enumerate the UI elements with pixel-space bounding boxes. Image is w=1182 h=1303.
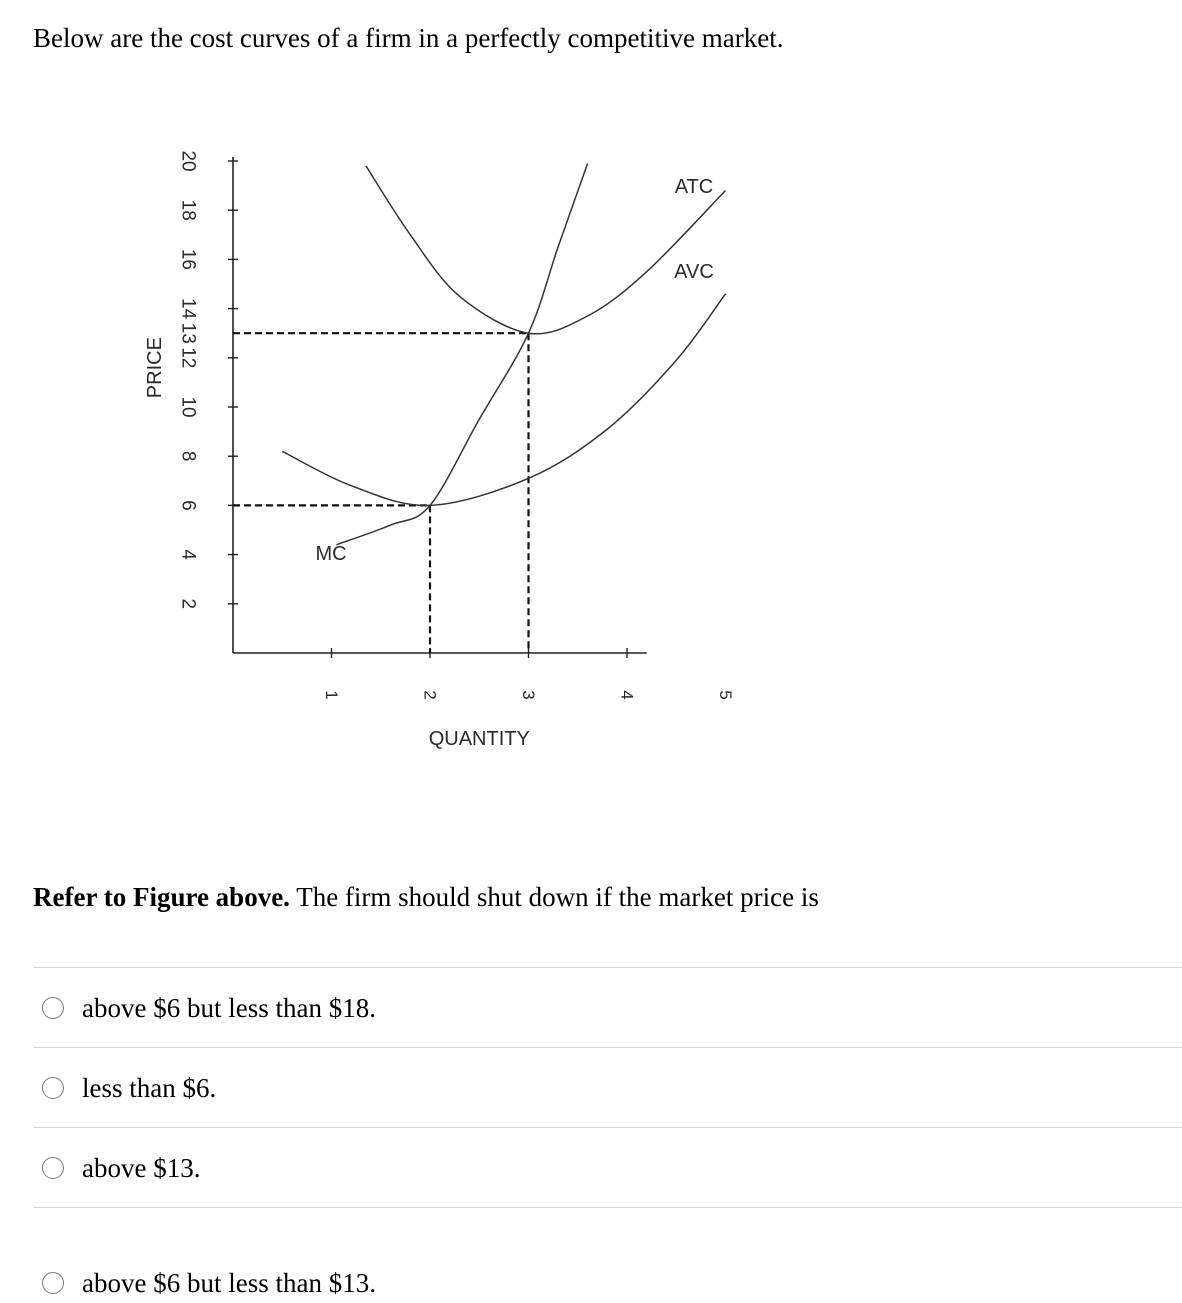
avc-label: AVC (674, 261, 714, 283)
y-tick-label-16: 16 (177, 248, 199, 270)
y-tick-label-12: 12 (177, 347, 199, 369)
y-tick-label-8: 8 (177, 450, 199, 462)
option-4-radio[interactable] (42, 1272, 64, 1294)
option-3-radio[interactable] (42, 1157, 64, 1179)
option-3[interactable] (33, 1127, 1182, 1207)
y-axis-label: PRICE (144, 337, 166, 399)
x-tick-label-4: 4 (617, 690, 637, 700)
mc-label: MC (315, 543, 347, 565)
y-tick-label-10: 10 (177, 396, 199, 418)
option-4[interactable] (33, 1207, 1182, 1297)
y-tick-label-14: 14 (177, 298, 199, 320)
option-2[interactable] (33, 1047, 1182, 1127)
plot-area (144, 150, 735, 750)
y-tick-label-4: 4 (177, 549, 199, 560)
y-tick-label-6: 6 (177, 500, 199, 511)
y-tick-label-18: 18 (177, 199, 199, 221)
intro-text: Below are the cost curves of a firm in a perfectly competitive market. (33, 23, 784, 53)
option-2-label[interactable]: less than $6. (82, 1073, 217, 1103)
option-4-label[interactable]: above $6 but less than $13. (82, 1268, 376, 1298)
option-1-label[interactable]: above $6 but less than $18. (82, 993, 376, 1023)
option-1-radio[interactable] (42, 997, 64, 1019)
question-rest: The firm should shut down if the market price is (289, 882, 819, 912)
question-text (33, 877, 819, 917)
x-tick-label-2: 2 (420, 690, 440, 700)
x-axis-label: QUANTITY (428, 728, 530, 750)
option-3-label[interactable]: above $13. (82, 1153, 201, 1183)
y-tick-label-2: 2 (177, 598, 199, 610)
mc-curve (336, 163, 587, 544)
atc-curve (366, 166, 726, 334)
y-tick-label-20: 20 (177, 150, 199, 172)
x-tick-label-3: 3 (519, 690, 538, 700)
option-2-radio[interactable] (42, 1077, 64, 1099)
question-bold: Refer to Figure above. (33, 882, 290, 912)
x-tick-label-5: 5 (716, 690, 735, 700)
x-tick-label-1: 1 (322, 690, 341, 700)
atc-label: ATC (674, 176, 714, 198)
option-1[interactable] (33, 967, 1182, 1047)
y-tick-label-13: 13 (177, 322, 199, 344)
answer-options (33, 967, 1182, 1297)
